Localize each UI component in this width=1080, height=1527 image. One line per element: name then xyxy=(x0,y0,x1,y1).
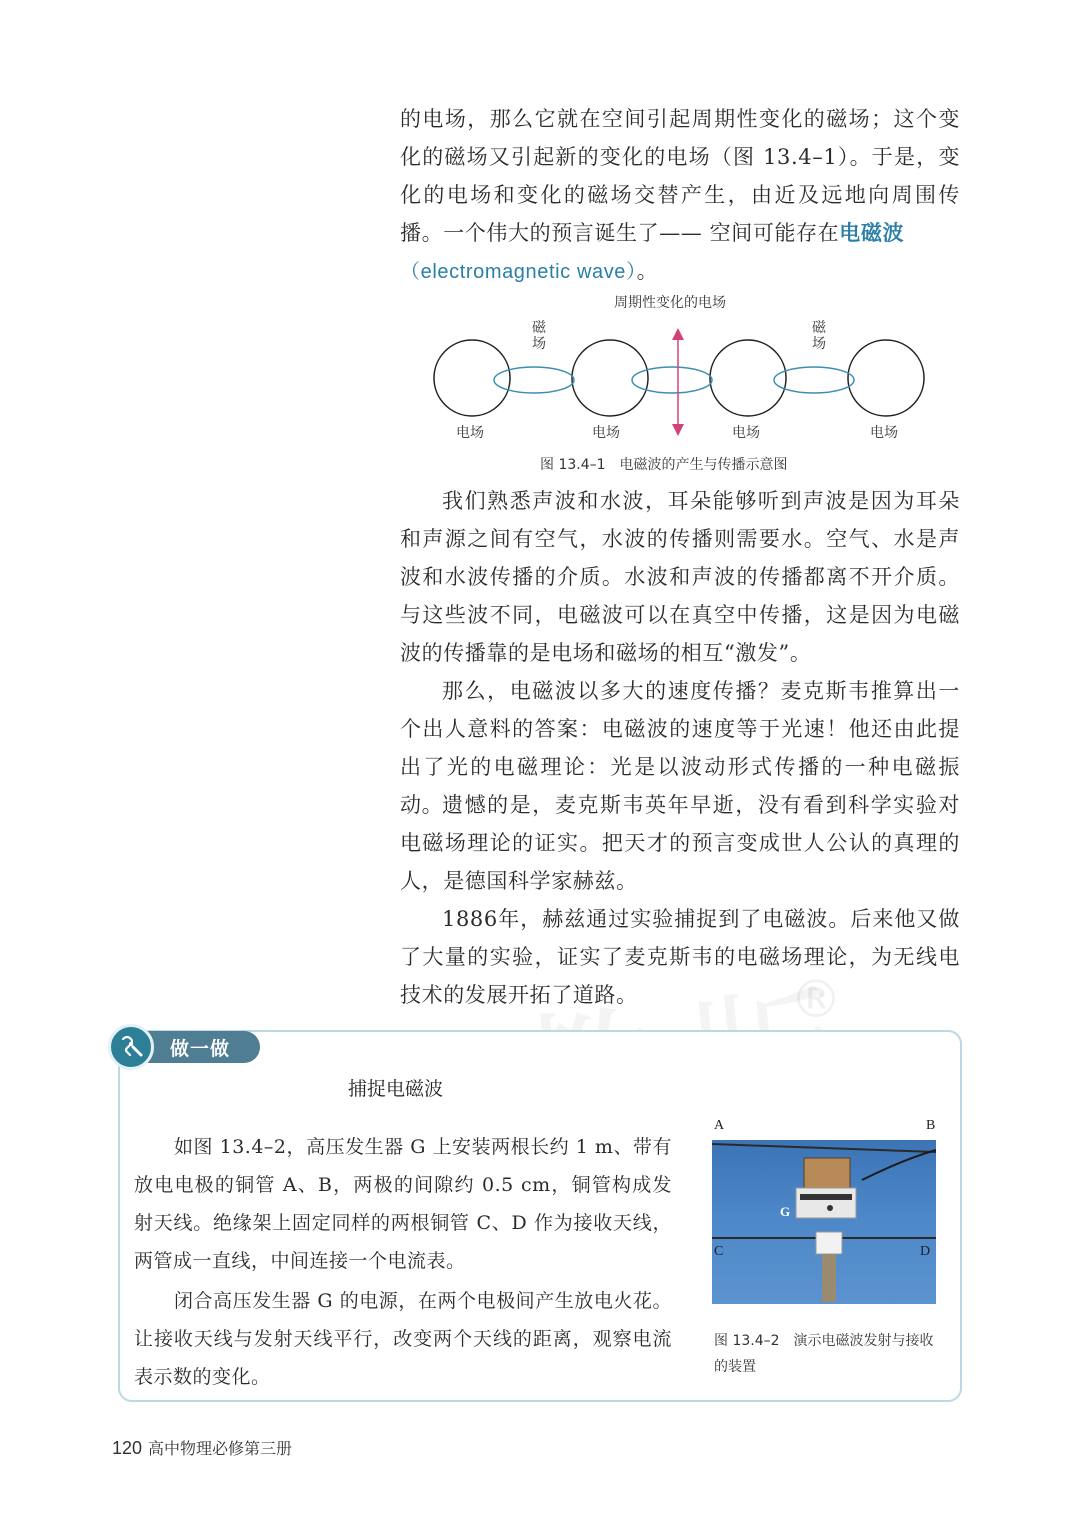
paragraph-text: 我们熟悉声波和水波，耳朵能够听到声波是因为耳朵和声源之间有空气，水波的传播则需要水。空气、水是声波和水波传播的介质。水波和声波的传播都离不开介质。与这些波不同，电磁波可以在真空中传播，这是因为电磁波的传播靠的是电场和磁场的相互“激发”。 xyxy=(400,489,960,665)
paragraph-text: 遗憾的是，麦克斯韦英年早逝，没有看到科学实验对电磁场理论的证实。把天才的预言变成世人公认的真理的人，是德国科学家赫兹。 xyxy=(400,793,960,893)
electric-field-loop-2 xyxy=(572,340,648,416)
activity-badge xyxy=(108,1024,260,1070)
hand-tool-icon xyxy=(108,1024,154,1070)
activity-badge-label: 做一做 xyxy=(170,1038,231,1060)
activity-paragraph-1 xyxy=(134,1128,672,1280)
figure-1-caption: 图 13.4–1 电磁波的产生与传播示意图 xyxy=(540,457,788,473)
photo-label-b: B xyxy=(926,1118,936,1133)
electric-field-label-3: 电场 xyxy=(732,425,760,441)
electric-field-label-4: 电场 xyxy=(870,425,898,441)
activity-text: 如图 13.4–2，高压发生器 G 上安装两根长约 1 m、带有放电电极的铜管 A、B，两极的间隙约 0.5 cm，铜管构成发射天线。绝缘架上固定同样的两根铜管 C、D 作为接收天线，两管成一直线，中间连接一个电流表。 xyxy=(134,1136,672,1272)
activity-title: 捕捉电磁波 xyxy=(348,1078,444,1100)
paragraph-maxwell xyxy=(400,786,960,900)
photo-caption: 图 13.4–2 演示电磁波发射与接收的装置 xyxy=(714,1333,934,1375)
photo-label-d: D xyxy=(920,1244,931,1259)
periodic-field-label: 周期性变化的电场 xyxy=(614,295,726,311)
intro-end: 。 xyxy=(636,259,659,283)
paragraph-text: 1886年，赫兹通过实验捕捉到了电磁波。后来他又做了大量的实验，证实了麦克斯韦的电磁场理论，为无线电技术的发展开拓了道路。 xyxy=(400,907,960,1007)
electric-field-label-1: 电场 xyxy=(456,425,484,441)
magnetic-field-loop-2 xyxy=(632,367,712,393)
activity-paragraph-2 xyxy=(134,1282,672,1396)
term-english: （electromagnetic wave） xyxy=(400,261,637,283)
electric-field-loop-4 xyxy=(848,340,924,416)
figure-em-wave-diagram xyxy=(400,290,960,480)
paragraph-text: 那么，电磁波以多大的速度传播？麦克斯韦推算出一个出人意料的答案：电磁波的速度等于光速！他还由此提出了光的电磁理论：光是以波动形式传播的一种电磁振动。 xyxy=(400,679,960,817)
activity-text: 闭合高压发生器 G 的电源，在两个电极间产生放电火花。让接收天线与发射天线平行，改变两个天线的距离，观察电流表示数的变化。 xyxy=(134,1290,672,1388)
registered-mark: ® xyxy=(790,970,842,1030)
photo-label-g: G xyxy=(780,1204,791,1219)
electric-field-loop-1 xyxy=(434,340,510,416)
intro-text: 的电场，那么它就在空间引起周期性变化的磁场；这个变化的磁场又引起新的变化的电场（图 13.4–1）。于是，变化的电场和变化的磁场交替产生，由近及远地向周围传播。一个伟大的预言诞生了—— 空间可能存在 xyxy=(400,107,960,245)
magnetic-field-label-2: 磁 场 xyxy=(812,320,826,352)
photo-label-a: A xyxy=(714,1118,725,1133)
term-electromagnetic-wave: 电磁波 xyxy=(839,221,905,245)
photo-label-c: C xyxy=(714,1244,724,1259)
apparatus-photo xyxy=(712,1140,936,1304)
apparatus-photo-art xyxy=(712,1140,936,1304)
paragraph-sound-water-waves xyxy=(400,482,960,672)
page-number: 120 xyxy=(112,1438,143,1458)
paragraph-hertz xyxy=(400,900,960,1014)
em-wave-diagram-svg xyxy=(400,290,960,480)
magnetic-field-loop-1 xyxy=(494,367,574,393)
intro-paragraph xyxy=(400,100,960,291)
electric-field-label-2: 电场 xyxy=(592,425,620,441)
page-footer xyxy=(112,1436,292,1459)
book-title: 高中物理必修第三册 xyxy=(148,1439,293,1458)
magnetic-field-label-1: 磁 场 xyxy=(532,320,546,352)
